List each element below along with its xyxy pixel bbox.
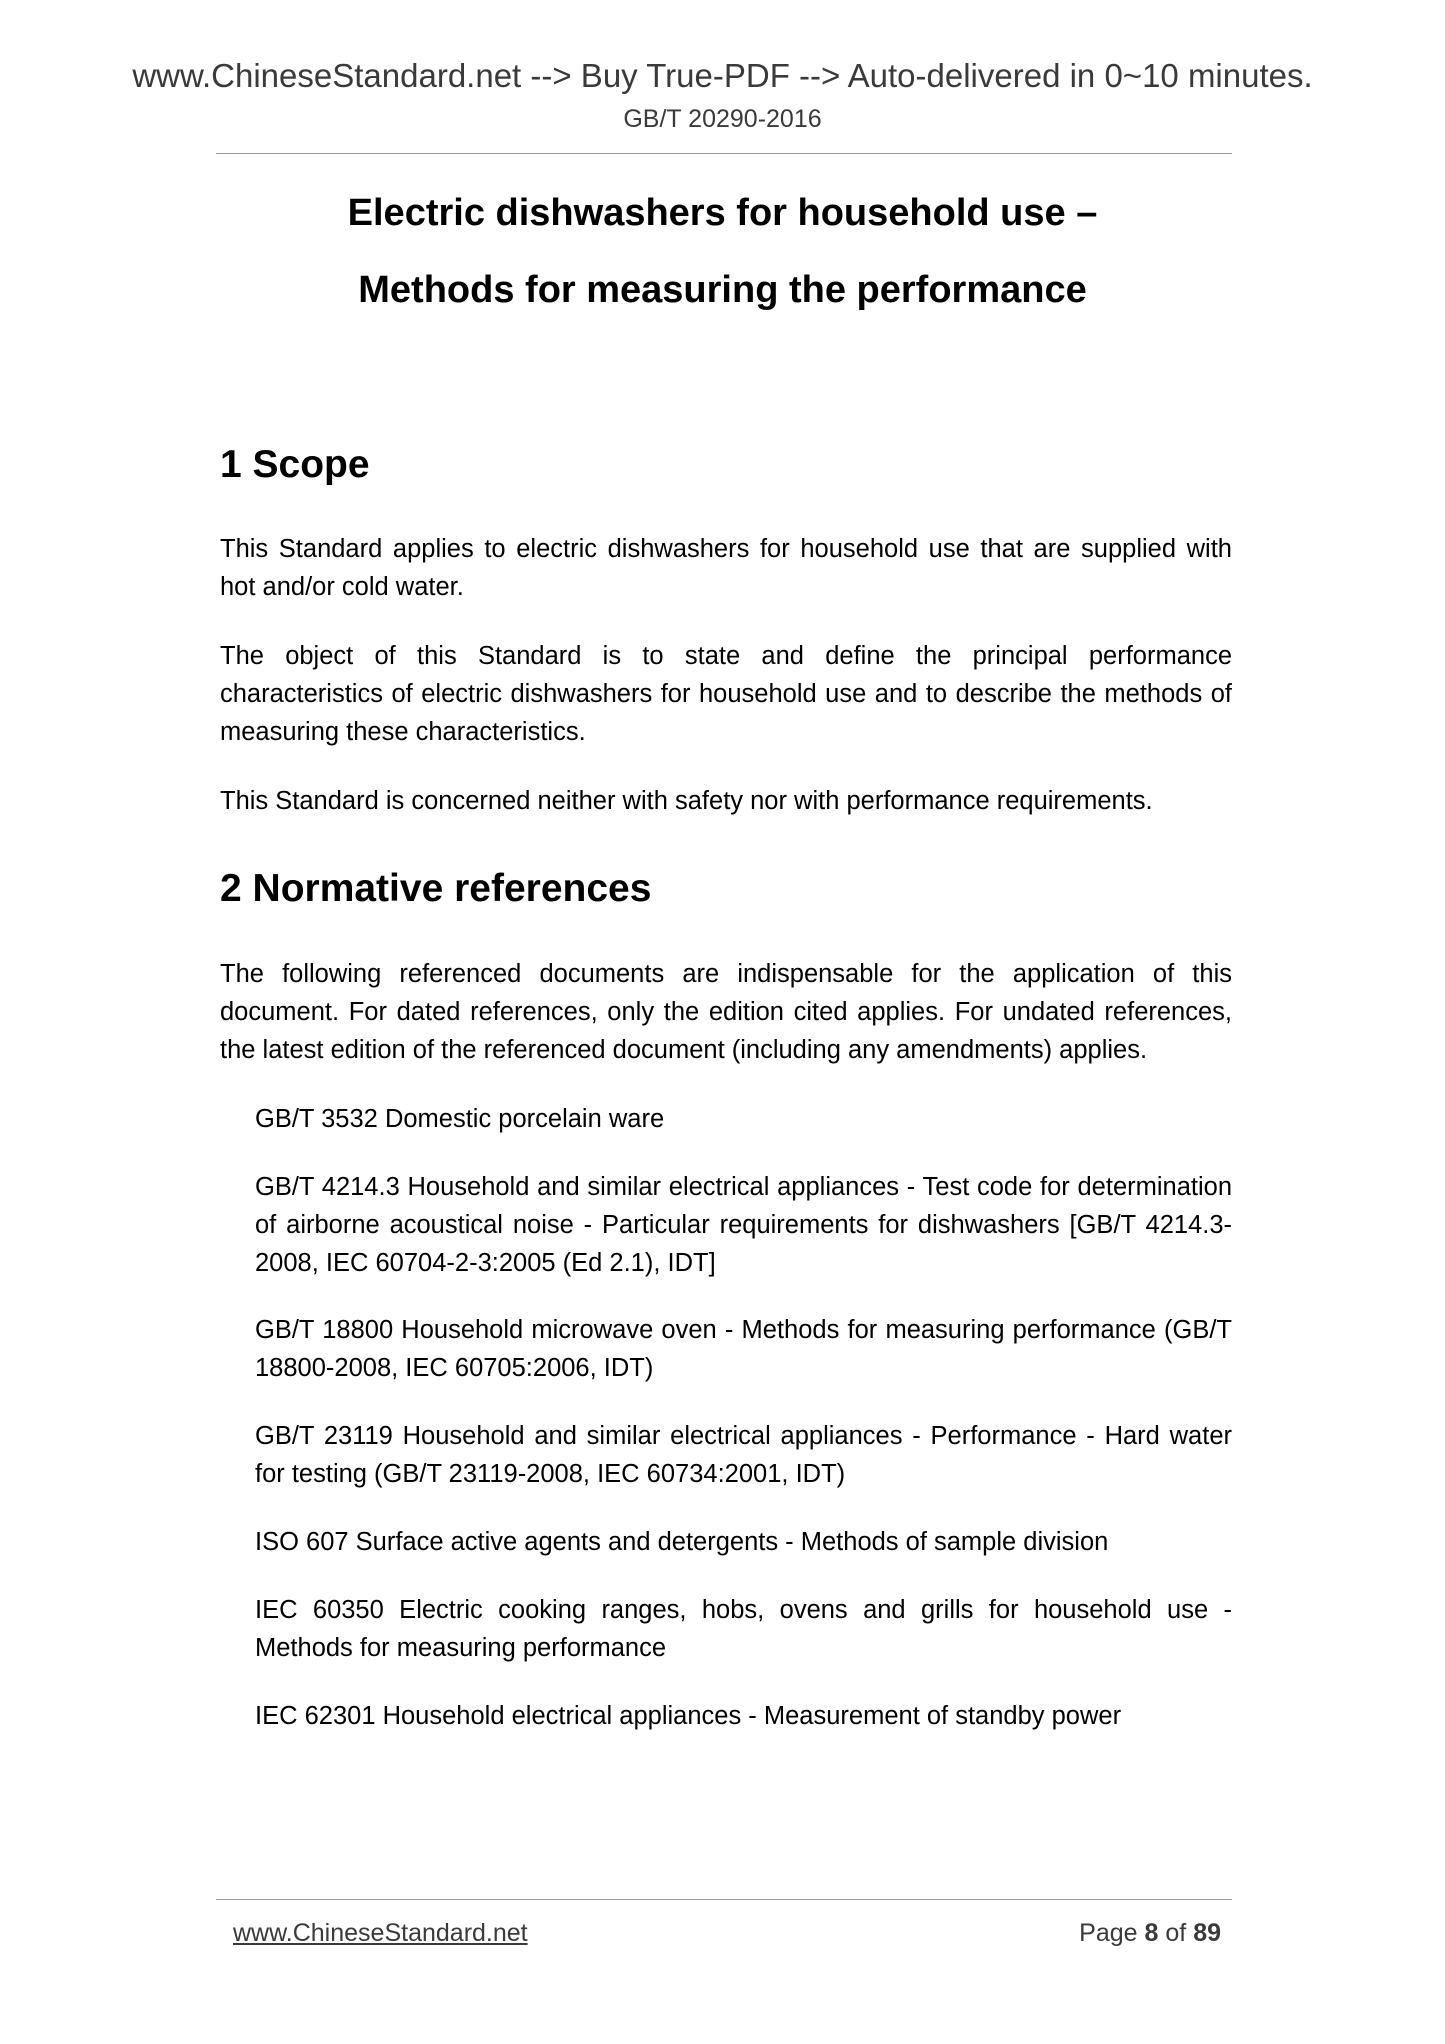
page-total: 89 bbox=[1193, 1919, 1221, 1947]
section-heading-normative-references: 2 Normative references bbox=[220, 867, 652, 910]
footer-divider bbox=[216, 1899, 1232, 1900]
page-current: 8 bbox=[1144, 1919, 1159, 1947]
document-title-line1: Electric dishwashers for household use – bbox=[347, 192, 1098, 234]
footer-website-link[interactable]: www.ChineseStandard.net bbox=[233, 1919, 528, 1947]
reference-item: IEC 62301 Household electrical appliances - Measurement of standby power bbox=[255, 1702, 1122, 1730]
reference-item: GB/T 23119 Household and similar electrical appliances - Performance - Hard water for testing (GB/T 23119-2008, IEC 60734:2001, IDT) bbox=[255, 1422, 1232, 1488]
reference-item: GB/T 3532 Domestic porcelain ware bbox=[255, 1105, 665, 1133]
scope-paragraph-1: This Standard applies to electric dishwashers for household use that are supplied with hot and/or cold water. bbox=[220, 535, 1232, 601]
page-indicator bbox=[1079, 1918, 1221, 1948]
page-of: of bbox=[1165, 1919, 1187, 1947]
reference-item: GB/T 18800 Household microwave oven - Methods for measuring performance (GB/T 18800-2008, IEC 60705:2006, IDT) bbox=[255, 1316, 1232, 1382]
header-divider bbox=[216, 153, 1232, 154]
page-prefix: Page bbox=[1079, 1919, 1138, 1947]
reference-item: GB/T 4214.3 Household and similar electrical appliances - Test code for determination of airborne acoustical noise - Particular requirements for dishwashers [GB/T 4214.3-2008, IEC 60704-2-3:2005 (Ed 2.1), IDT] bbox=[255, 1173, 1232, 1277]
header-banner: www.ChineseStandard.net --> Buy True-PDF --> Auto-delivered in 0~10 minutes. bbox=[132, 57, 1313, 94]
reference-item: IEC 60350 Electric cooking ranges, hobs, ovens and grills for household use - Methods for measuring performance bbox=[255, 1596, 1232, 1662]
scope-paragraph-2: The object of this Standard is to state and define the principal performance characteristics of electric dishwashers for household use and to describe the methods of measuring these characteristics. bbox=[220, 642, 1232, 746]
section-heading-scope: 1 Scope bbox=[220, 443, 370, 486]
document-title-line2: Methods for measuring the performance bbox=[358, 269, 1087, 311]
standard-code: GB/T 20290-2016 bbox=[623, 105, 822, 133]
scope-paragraph-3: This Standard is concerned neither with safety nor with performance requirements. bbox=[220, 787, 1153, 815]
reference-item: ISO 607 Surface active agents and detergents - Methods of sample division bbox=[255, 1528, 1109, 1556]
references-intro: The following referenced documents are indispensable for the application of this document. For dated references, only the edition cited applies. For undated references, the latest edition of the referenced document (including any amendments) applies. bbox=[220, 960, 1232, 1064]
